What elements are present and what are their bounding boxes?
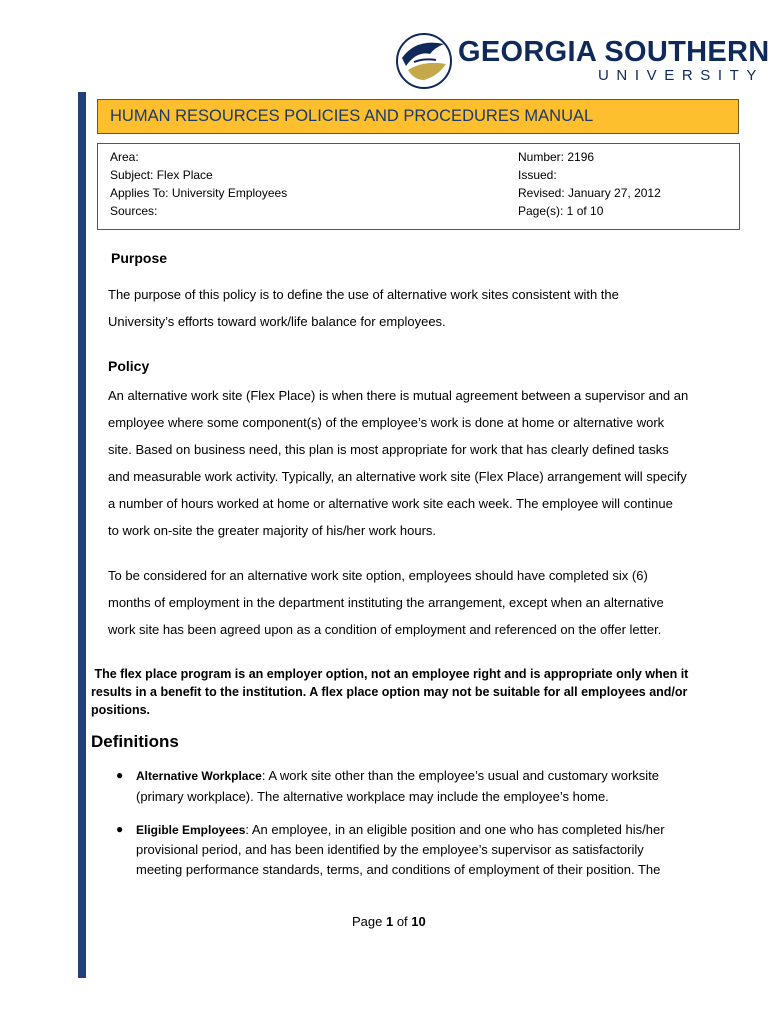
manual-title: HUMAN RESOURCES POLICIES AND PROCEDURES MANUAL [110, 107, 594, 125]
university-logo [394, 30, 770, 92]
info-pages: Page(s): 1 of 10 [518, 204, 604, 218]
info-area: Area: [110, 150, 139, 164]
left-margin-bar [78, 92, 86, 978]
footer-prefix: Page [352, 914, 386, 929]
policy-line: and measurable work activity. Typically, an alternative work site (Flex Place) arrangement will specify [108, 469, 687, 484]
info-subject: Subject: Flex Place [110, 168, 213, 182]
note-line: results in a benefit to the institution. A flex place option may not be suitable for all employees and/or [91, 685, 688, 699]
definition-term: Eligible Employees [136, 823, 246, 837]
policy-line: An alternative work site (Flex Place) is when there is mutual agreement between a supervisor and an [108, 388, 689, 403]
policy-line: to work on-site the greater majority of his/her work hours. [108, 523, 437, 538]
purpose-line: The purpose of this policy is to define the use of alternative work sites consistent with the [108, 287, 619, 302]
policy-line: site. Based on business need, this plan is most appropriate for work that has clearly defined tasks [108, 442, 669, 457]
definition-term: Alternative Workplace [136, 769, 262, 783]
note-line: positions. [91, 703, 151, 717]
definition-text: : A work site other than the employee’s usual and customary worksite [261, 768, 660, 783]
logo-sub-text: UNIVERSITY [598, 67, 765, 84]
definition-alternative-workplace [136, 768, 659, 783]
footer-total-pages: 10 [411, 914, 426, 929]
info-sources: Sources: [110, 204, 158, 218]
purpose-line: University’s efforts toward work/life balance for employees. [108, 314, 446, 329]
definition-line: meeting performance standards, terms, and conditions of employment of their position. The [136, 862, 661, 877]
footer-current-page: 1 [385, 914, 394, 929]
eagle-icon [394, 30, 454, 92]
policy-info-box [97, 143, 740, 230]
definition-eligible-employees [136, 822, 665, 837]
policy-heading: Policy [108, 358, 150, 374]
eligibility-line: To be considered for an alternative work site option, employees should have completed six (6) [108, 568, 648, 583]
info-number: Number: 2196 [518, 150, 595, 164]
note-line: The flex place program is an employer option, not an employee right and is appropriate only when it [91, 667, 689, 681]
eligibility-line: months of employment in the department instituting the arrangement, except when an alternative [108, 595, 664, 610]
definitions-heading: Definitions [91, 732, 179, 751]
definition-line: provisional period, and has been identified by the employee’s supervisor as satisfactorily [136, 842, 644, 857]
employer-option-note [91, 665, 691, 719]
definition-text: : An employee, in an eligible position and one who has completed his/her [245, 822, 665, 837]
info-issued: Issued: [518, 168, 557, 182]
definition-line: (primary workplace). The alternative workplace may include the employee’s home. [136, 789, 609, 804]
policy-line: a number of hours worked at home or alternative work site each week. The employee will continue [108, 496, 673, 511]
purpose-heading: Purpose [111, 250, 168, 266]
logo-main-text: GEORGIA SOUTHERN [458, 36, 770, 68]
info-applies-to: Applies To: University Employees [110, 186, 288, 200]
info-revised: Revised: January 27, 2012 [518, 186, 661, 200]
policy-line: employee where some component(s) of the employee’s work is done at home or alternative work [108, 415, 665, 430]
page-footer [352, 914, 426, 929]
manual-title-band [97, 99, 739, 134]
footer-middle: of [393, 914, 412, 929]
bullet-icon: ● [116, 822, 124, 836]
bullet-icon: ● [116, 768, 124, 782]
eligibility-line: work site has been agreed upon as a condition of employment and referenced on the offer letter. [108, 622, 662, 637]
